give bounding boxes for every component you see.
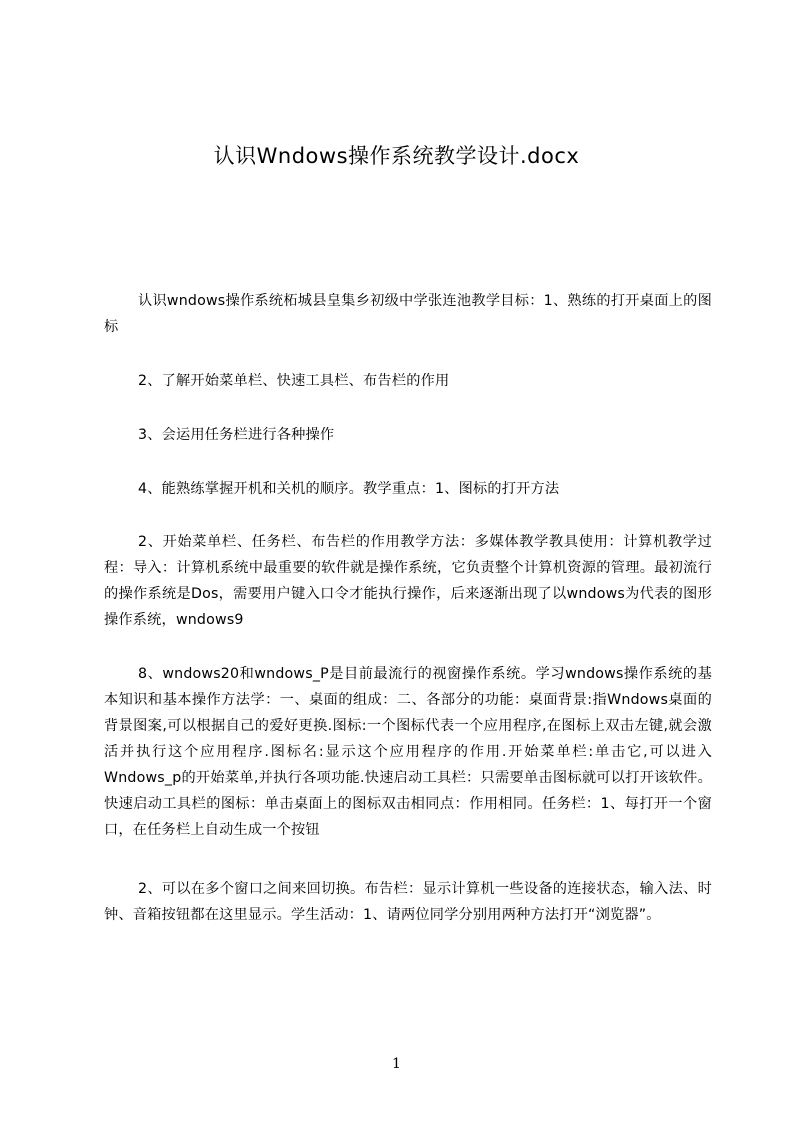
paragraph-goal-4: 4、能熟练掌握开机和关机的顺序。教学重点：1、图标的打开方法: [138, 481, 560, 497]
document-title: 认识Wndows操作系统教学设计.docx: [213, 144, 580, 168]
paragraph-goal-3: 3、会运用任务栏进行各种操作: [138, 427, 335, 443]
page-number: 1: [392, 1056, 401, 1072]
paragraph-desktop-components: 8、wndows20和wndows_P是目前最流行的视窗操作系统。学习wndows操作系统的基本知识和基本操作方法学：一、桌面的组成：二、各部分的功能：桌面背景:指Wndows桌面的背景图案,可以根据自己的爱好更换.图标:一个图标代表一个应用程序,在图标上双击左键,就会激活并执行这个应用程序.图标名:显示这个应用程序的作用.开始菜单栏:单击它,可以进入Wndows_p的开始菜单,并执行各项功能.快速启动工具栏：只需要单击图标就可以打开该软件。快速启动工具栏的图标：单击桌面上的图标双击相同点：作用相同。任务栏：1、每打开一个窗口，在任务栏上自动生成一个按钮: [104, 666, 712, 838]
paragraph-teaching-goals: 认识wndows操作系统柘城县皇集乡初级中学张连池教学目标：1、熟练的打开桌面上的图标: [104, 293, 712, 335]
paragraph-teaching-process: 2、开始菜单栏、任务栏、布告栏的作用教学方法：多媒体教学教具使用：计算机教学过程：导入：计算机系统中最重要的软件就是操作系统，它负责整个计算机资源的管理。最初流行的操作系统是Dos，需要用户键入口令才能执行操作，后来逐渐出现了以wndows为代表的图形操作系统，wndows9: [104, 534, 712, 628]
paragraph-student-activity: 2、可以在多个窗口之间来回切换。布告栏：显示计算机一些设备的连接状态，输入法、时钟、音箱按钮都在这里显示。学生活动：1、请两位同学分别用两种方法打开“浏览器”。: [104, 881, 712, 923]
paragraph-goal-2: 2、了解开始菜单栏、快速工具栏、布告栏的作用: [138, 373, 450, 389]
